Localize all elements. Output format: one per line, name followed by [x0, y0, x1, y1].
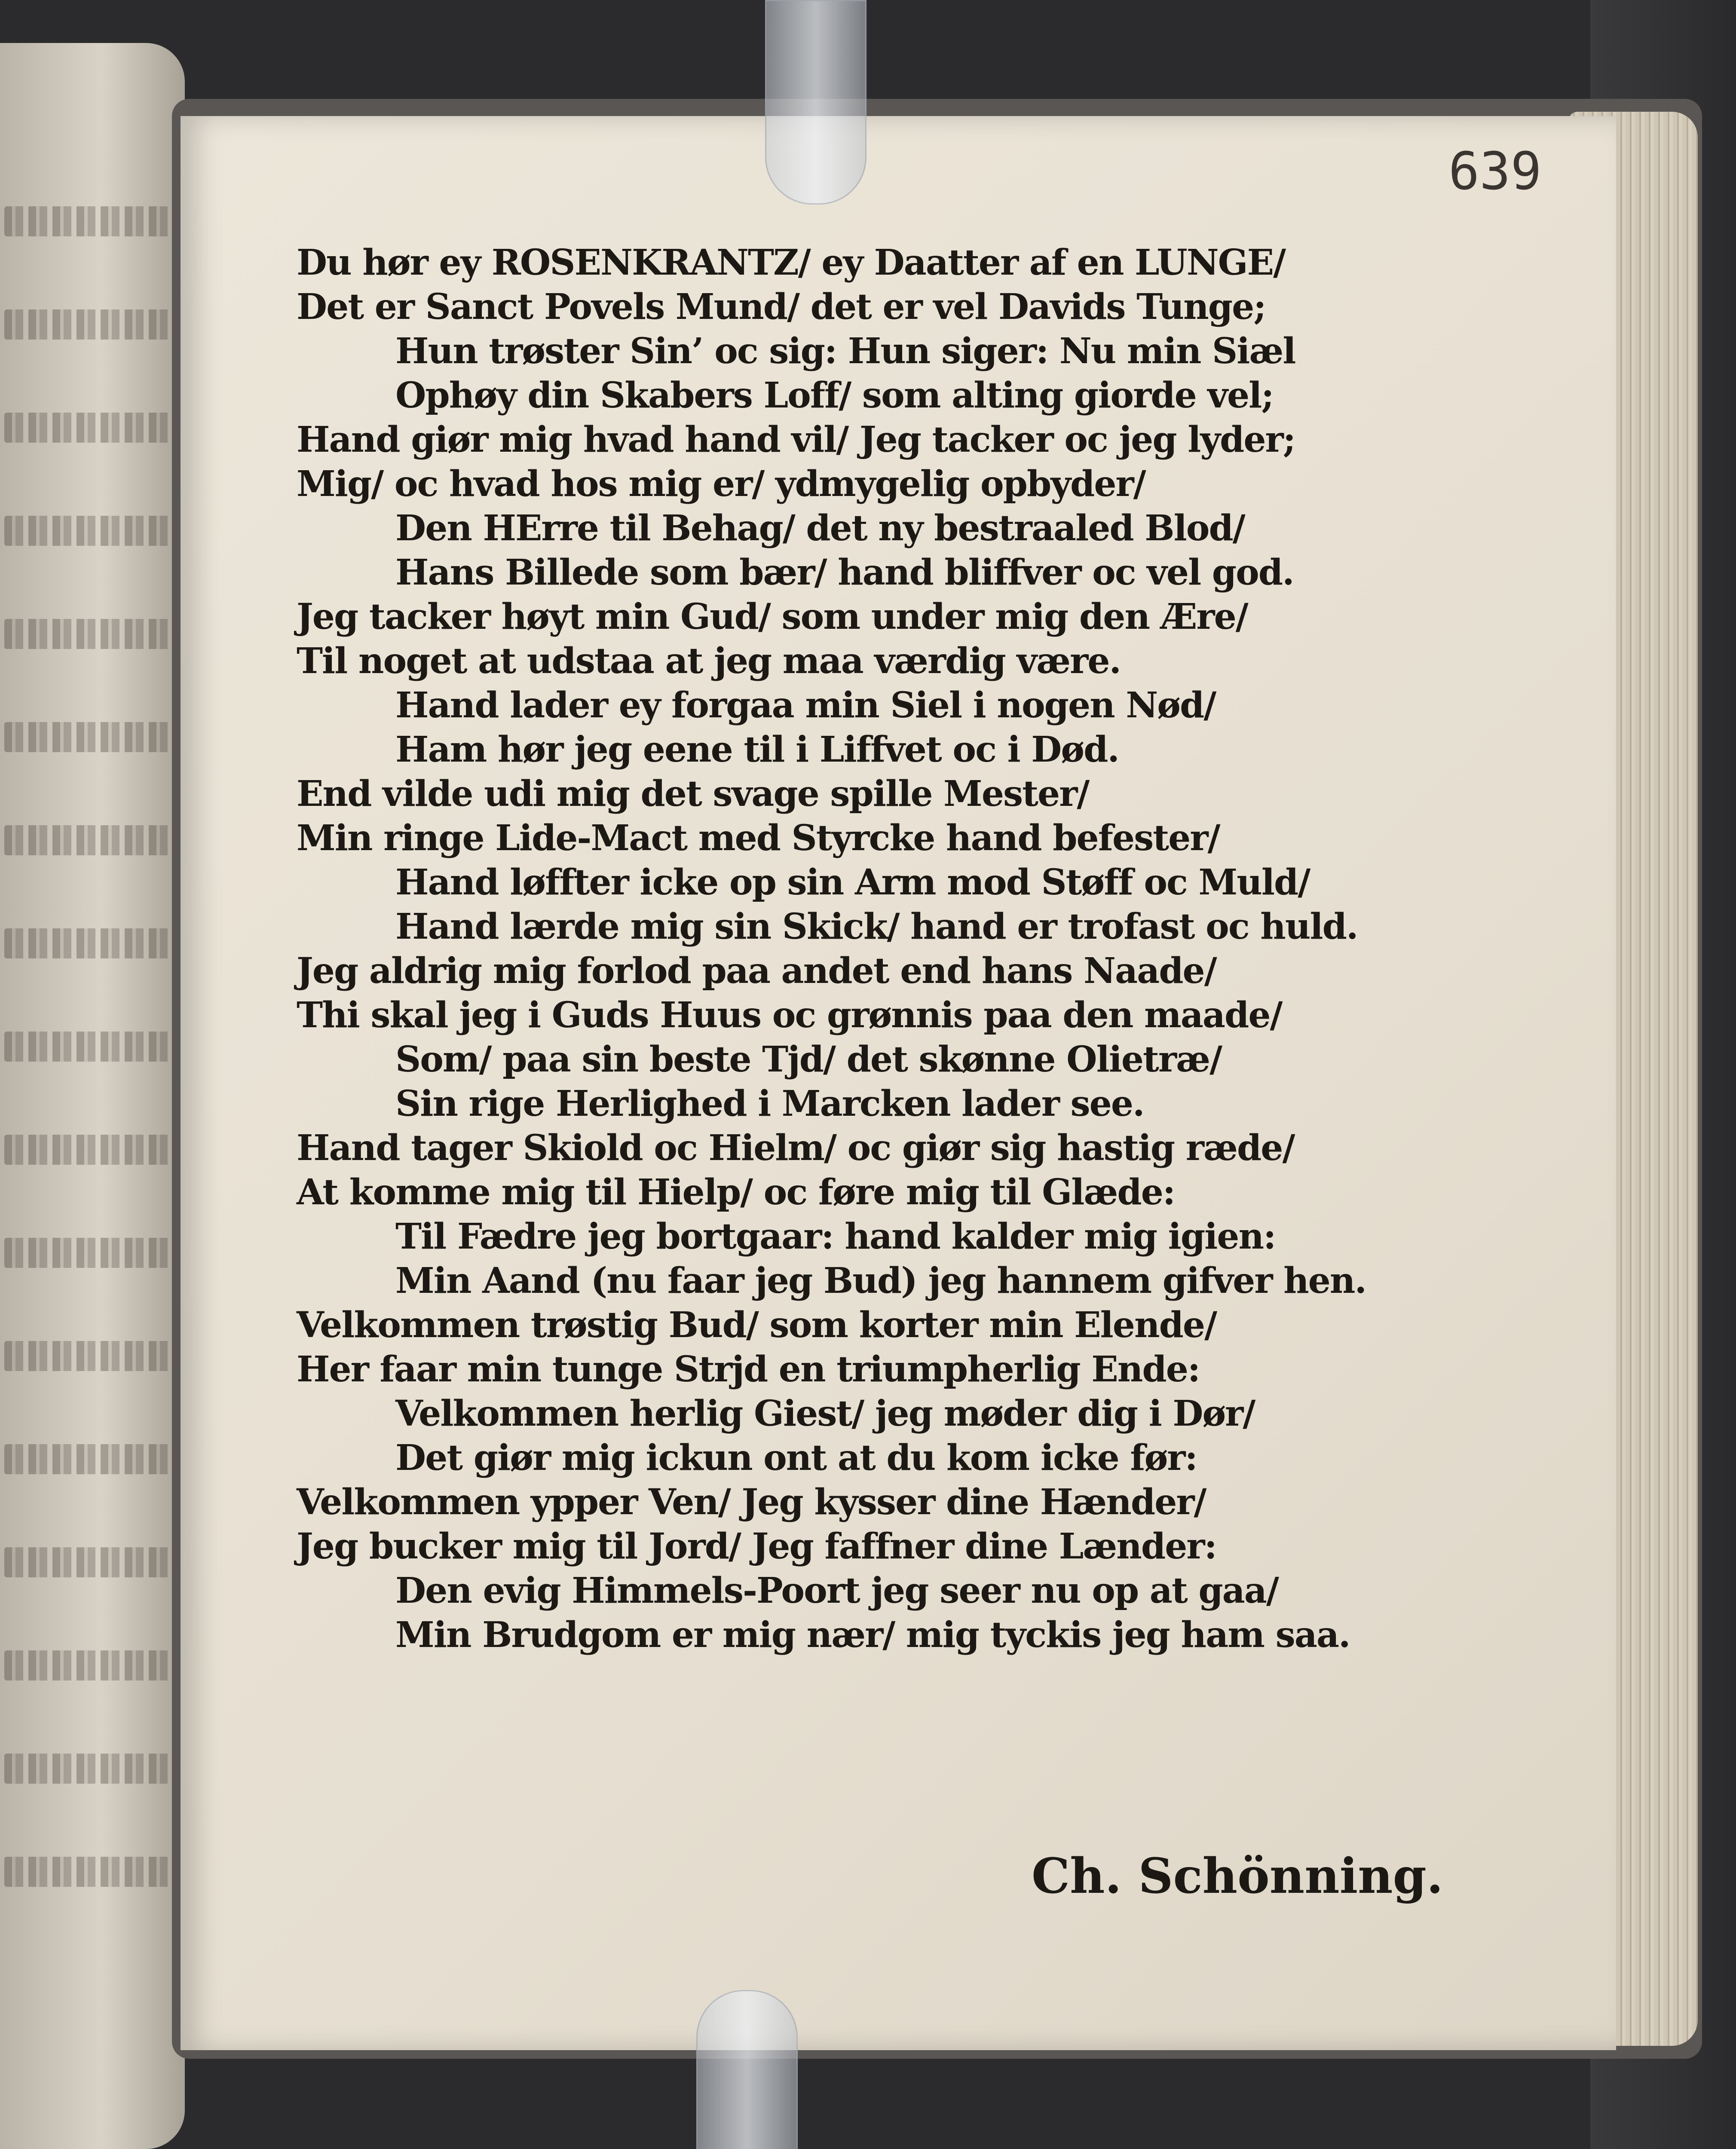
poem-line: Her faar min tunge Strjd en triumpherlig Ende: — [297, 1349, 1200, 1390]
poem-line: Hun trøster Sin’ oc sig: Hun siger: Nu min Siæl — [395, 331, 1295, 372]
page-clip-bottom — [696, 1990, 798, 2149]
facing-page-text-line — [4, 1547, 176, 1577]
signature: Ch. Schönning. — [1032, 1848, 1443, 1904]
poem-body — [297, 241, 1586, 1657]
poem-line: Hand lærde mig sin Skick/ hand er trofast oc huld. — [395, 906, 1358, 947]
poem-line: Mig/ oc hvad hos mig er/ ydmygelig opbyder/ — [297, 463, 1145, 505]
facing-page-text-line — [4, 1444, 176, 1474]
poem-line: Den HErre til Behag/ det ny bestraaled Blod/ — [395, 508, 1245, 549]
poem-line: Min Brudgom er mig nær/ mig tyckis jeg ham saa. — [395, 1614, 1350, 1656]
poem-line: End vilde udi mig det svage spille Mester/ — [297, 773, 1089, 814]
poem-line: Til noget at udstaa at jeg maa værdig være. — [297, 640, 1121, 682]
poem-line: Min ringe Lide-Mact med Styrcke hand befester/ — [297, 817, 1220, 859]
poem-line: Jeg tacker høyt min Gud/ som under mig den Ære/ — [297, 596, 1248, 637]
facing-page-text-line — [4, 1857, 176, 1887]
poem-line: Som/ paa sin beste Tjd/ det skønne Olietræ/ — [395, 1039, 1222, 1080]
poem-line: Hand tager Skiold oc Hielm/ oc giør sig hastig ræde/ — [297, 1127, 1295, 1169]
poem-line: Jeg bucker mig til Jord/ Jeg faffner dine Lænder: — [297, 1526, 1216, 1567]
poem-line: Det giør mig ickun ont at du kom icke før: — [395, 1437, 1197, 1479]
poem-line: Ophøy din Skabers Loff/ som alting giorde vel; — [395, 375, 1274, 416]
poem-line: Velkommen ypper Ven/ Jeg kysser dine Hænder/ — [297, 1482, 1206, 1523]
page-clip-top — [765, 0, 866, 205]
facing-page-text-line — [4, 1135, 176, 1165]
poem-line: Thi skal jeg i Guds Huus oc grønnis paa den maade/ — [297, 995, 1282, 1036]
facing-page-text-line — [4, 1238, 176, 1268]
facing-page-text-line — [4, 928, 176, 958]
poem-line: Velkommen trøstig Bud/ som korter min Elende/ — [297, 1304, 1217, 1346]
facing-page-text-line — [4, 1032, 176, 1062]
facing-page-text-line — [4, 1650, 176, 1681]
facing-page-text-line — [4, 619, 176, 649]
facing-page-left — [0, 43, 185, 2149]
facing-page-text-line — [4, 1754, 176, 1784]
facing-page-text-line — [4, 206, 176, 236]
poem-line: Du hør ey ROSENKRANTZ/ ey Daatter af en LUNGE/ — [297, 242, 1286, 283]
facing-page-text-line — [4, 309, 176, 340]
poem-line: Min Aand (nu faar jeg Bud) jeg hannem gifver hen. — [395, 1260, 1366, 1301]
poem-line: Hans Billede som bær/ hand bliffver oc vel god. — [395, 552, 1294, 593]
poem-line: Hand løffter icke op sin Arm mod Støff oc Muld/ — [395, 862, 1310, 903]
poem-line: At komme mig til Hielp/ oc føre mig til Glæde: — [297, 1172, 1175, 1213]
poem-line: Hand lader ey forgaa min Siel i nogen Nød/ — [395, 685, 1216, 726]
poem-line: Hand giør mig hvad hand vil/ Jeg tacker oc jeg lyder; — [297, 419, 1295, 460]
poem-line: Det er Sanct Povels Mund/ det er vel Davids Tunge; — [297, 286, 1266, 328]
facing-page-text-line — [4, 516, 176, 546]
poem-line: Jeg aldrig mig forlod paa andet end hans Naade/ — [297, 950, 1216, 992]
page-number: 639 — [1448, 142, 1542, 202]
poem-line: Den evig Himmels-Poort jeg seer nu op at gaa/ — [395, 1570, 1278, 1611]
poem-line: Til Fædre jeg bortgaar: hand kalder mig igien: — [395, 1216, 1276, 1257]
facing-page-text-line — [4, 825, 176, 855]
facing-page-text-line — [4, 722, 176, 752]
facing-page-text-line — [4, 413, 176, 443]
poem-line: Sin rige Herlighed i Marcken lader see. — [395, 1083, 1144, 1124]
poem-line: Ham hør jeg eene til i Liffvet oc i Død. — [395, 729, 1119, 770]
facing-page-text-line — [4, 1341, 176, 1371]
poem-line: Velkommen herlig Giest/ jeg møder dig i Dør/ — [395, 1393, 1255, 1434]
